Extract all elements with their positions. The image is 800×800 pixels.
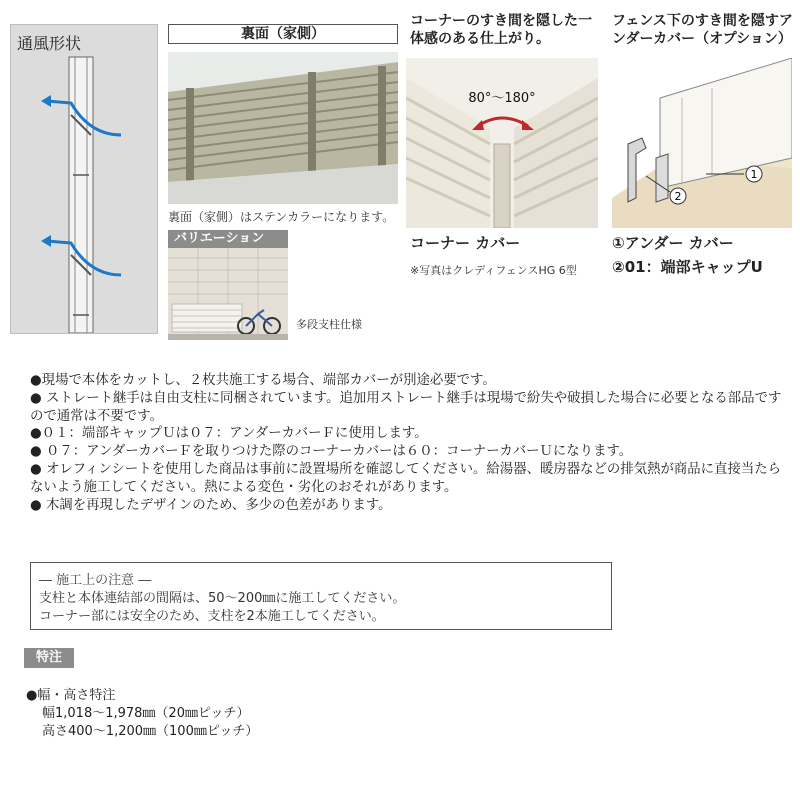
variation-label: 多段支柱仕様	[296, 318, 362, 331]
notes-list	[30, 372, 790, 514]
note-item: ● ０７：アンダーカバーＦを取りつけた際のコーナーカバーは６０：コーナーカバーＵになります。	[30, 444, 633, 460]
corner-title: コーナーのすき間を隠した一体感のある仕上がり。	[410, 13, 592, 47]
corner-label: コーナー カバー	[410, 234, 521, 252]
caution-title: ― 施工上の注意 ―	[39, 573, 152, 588]
corner-photo	[406, 58, 598, 228]
note-item: ● オレフィンシートを使用した商品は事前に設置場所を確認してください。給湯器、暖房器などの排気熱が商品に直接当たらないよう施工してください。熱による変色・劣化のおそれがあります。	[30, 461, 782, 495]
variation-tag: バリエーション	[168, 230, 288, 248]
back-side-caption: 裏面（家側）はステンカラーになります。	[168, 210, 395, 224]
special-order-tag: 特注	[24, 648, 74, 668]
variation-photo	[168, 248, 288, 340]
caution-line-2: コーナー部には安全のため、支柱を2本施工してください。	[39, 609, 385, 624]
airflow-diagram	[11, 25, 157, 333]
under-cover-item-2: ②01：端部キャップU	[612, 258, 763, 276]
special-order-heading: ●幅・高さ特注	[26, 688, 116, 703]
back-side-title: 裏面（家側）	[168, 24, 398, 44]
under-cover-item-1: ①アンダー カバー	[612, 234, 734, 252]
special-height-range: 高さ400〜1,200㎜（100㎜ピッチ）	[42, 724, 259, 739]
under-cover-title: フェンス下のすき間を隠すアンダーカバー（オプション）	[612, 13, 793, 47]
corner-angle-label: 80°〜180°	[468, 91, 536, 106]
corner-note: ※写真はクレディフェンスHG 6型	[410, 264, 577, 277]
caution-line-1: 支柱と本体連結部の間隔は、50〜200㎜に施工してください。	[39, 591, 406, 606]
note-item: ●０１：端部キャップＵは０７：アンダーカバーＦに使用します。	[30, 426, 428, 442]
airflow-panel	[10, 24, 158, 334]
callout-1: 1	[750, 168, 758, 181]
caution-box	[30, 562, 612, 630]
special-width-range: 幅1,018〜1,978㎜（20㎜ピッチ）	[42, 706, 250, 721]
callout-2: 2	[674, 190, 682, 203]
note-item: ●現場で本体をカットし、２枚共施工する場合、端部カバーが別途必要です。	[30, 373, 496, 388]
note-item: ● ストレート継手は自由支柱に同梱されています。追加用ストレート継手は現場で紛失や破損した場合に必要となる部品ですので通常は不要です。	[30, 390, 782, 424]
under-cover-diagram	[612, 58, 792, 228]
airflow-title: 通風形状	[17, 34, 82, 53]
back-side-photo	[168, 52, 398, 204]
note-item: ● 木調を再現したデザインのため、多少の色差があります。	[30, 497, 392, 513]
